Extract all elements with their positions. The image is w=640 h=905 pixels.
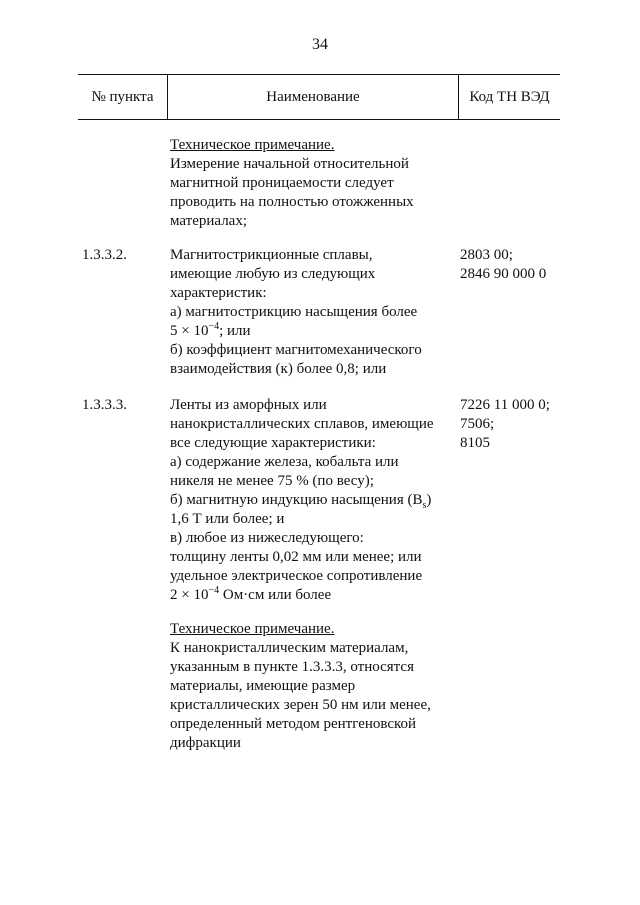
note-line: проводить на полностью отожженных <box>170 194 414 210</box>
header-item-number: № пункта <box>91 89 154 105</box>
note-line: материалы, имеющие размер <box>170 678 356 694</box>
item-codes-1-3-3-3 <box>460 396 550 453</box>
item-line: толщину ленты 0,02 мм или менее; или <box>170 549 422 565</box>
note-line: указанным в пункте 1.3.3.3, относятся <box>170 659 414 675</box>
tn-ved-code: 7506; <box>460 416 495 432</box>
item-line: никеля не менее 75 % (по весу); <box>170 473 374 489</box>
note-line: кристаллических зерен 50 нм или менее, <box>170 697 431 713</box>
header-name: Наименование <box>266 89 360 105</box>
item-line: а) содержание железа, кобальта или <box>170 454 399 470</box>
item-line: Ленты из аморфных или <box>170 397 327 413</box>
note-line: магнитной проницаемости следует <box>170 175 394 191</box>
item-line: все следующие характеристики: <box>170 435 376 451</box>
table-header <box>78 74 560 120</box>
note-line: дифракции <box>170 735 241 751</box>
item-line-resistance: $2 \times 10^{-4}$ Ом·см или более <box>170 585 332 603</box>
item-line: удельное электрическое сопротивление <box>170 568 423 584</box>
item-line: имеющие любую из следующих <box>170 266 376 282</box>
item-number-1-3-3-3: 1.3.3.3. <box>82 397 127 413</box>
header-code: Код ТН ВЭД <box>469 89 550 105</box>
tn-ved-code: 2846 90 000 0 <box>460 266 547 282</box>
note-line: К нанокристаллическим материалам, <box>170 640 409 656</box>
item-description-1-3-3-2 <box>170 246 422 379</box>
item-line: нанокристаллических сплавов, имеющие <box>170 416 434 432</box>
page-number: 34 <box>312 36 328 53</box>
item-line: Магнитострикционные сплавы, <box>170 247 373 263</box>
item-line-magnetostriction: $5 \times 10^{-4}$; или <box>170 321 251 339</box>
note-title: Техническое примечание. <box>170 621 335 637</box>
note-title: Техническое примечание. <box>170 137 335 153</box>
technical-note-1 <box>170 136 414 231</box>
item-line: взаимодействия (к) более 0,8; или <box>170 361 387 377</box>
item-description-1-3-3-3 <box>170 396 434 605</box>
item-line: характеристик: <box>170 285 267 301</box>
tn-ved-code: 2803 00; <box>460 247 513 263</box>
note-line: Измерение начальной относительной <box>170 156 409 172</box>
technical-note-2 <box>170 620 431 753</box>
item-number-1-3-3-2: 1.3.3.2. <box>82 247 127 263</box>
tn-ved-code: 8105 <box>460 435 490 451</box>
note-line: материалах; <box>170 213 247 229</box>
note-line: определенный методом рентгеновской <box>170 716 417 732</box>
item-line: а) магнитострикцию насыщения более <box>170 304 418 320</box>
item-line: 1,6 Т или более; и <box>170 511 285 527</box>
item-line-induction: б) магнитную индукцию насыщения $(B_s)$ <box>170 492 432 511</box>
item-line: б) коэффициент магнитомеханического <box>170 342 422 358</box>
tn-ved-code: 7226 11 000 0; <box>460 397 550 413</box>
item-codes-1-3-3-2 <box>460 246 546 284</box>
item-line: в) любое из нижеследующего: <box>170 530 364 546</box>
